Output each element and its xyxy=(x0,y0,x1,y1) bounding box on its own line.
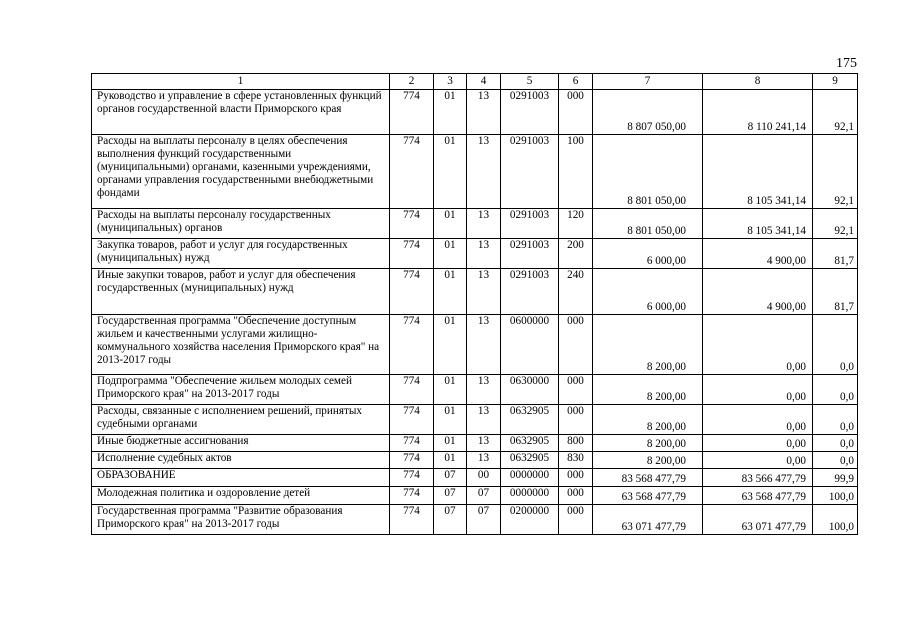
cell-executed-amount: 4 900,00 xyxy=(703,239,813,269)
cell-subsection: 13 xyxy=(467,209,501,239)
cell-expense-type: 830 xyxy=(559,452,593,469)
cell-section: 01 xyxy=(434,452,467,469)
cell-executed-amount: 0,00 xyxy=(703,375,813,405)
cell-expense-type: 100 xyxy=(559,135,593,209)
cell-percent: 0,0 xyxy=(813,405,858,435)
row-description: Закупка товаров, работ и услуг для государственных (муниципальных) нужд xyxy=(92,239,390,269)
table-row xyxy=(92,405,858,435)
table-row xyxy=(92,135,858,209)
row-description: Молодежная политика и оздоровление детей xyxy=(92,487,390,505)
table-row xyxy=(92,505,858,535)
cell-subsection: 00 xyxy=(467,469,501,487)
cell-executed-amount: 8 105 341,14 xyxy=(703,209,813,239)
column-header: 8 xyxy=(703,74,813,90)
table-row xyxy=(92,435,858,452)
cell-subsection: 13 xyxy=(467,452,501,469)
column-header: 5 xyxy=(501,74,559,90)
cell-section: 01 xyxy=(434,435,467,452)
cell-subsection: 13 xyxy=(467,405,501,435)
row-description: Расходы на выплаты персоналу в целях обеспечения выполнения функций государственными (муниципальными) органами, казенными учреждениями, органами управления государственными внебюджетными фондами xyxy=(92,135,390,209)
row-description: Руководство и управление в сфере установленных функций органов государственной власти Приморского края xyxy=(92,90,390,135)
cell-admin-code: 774 xyxy=(390,405,434,435)
cell-section: 01 xyxy=(434,90,467,135)
cell-section: 01 xyxy=(434,269,467,315)
cell-admin-code: 774 xyxy=(390,375,434,405)
cell-section: 01 xyxy=(434,315,467,375)
cell-expense-type: 000 xyxy=(559,375,593,405)
cell-expense-type: 000 xyxy=(559,315,593,375)
cell-planned-amount: 8 807 050,00 xyxy=(593,90,703,135)
row-description: Расходы на выплаты персоналу государственных (муниципальных) органов xyxy=(92,209,390,239)
cell-percent: 81,7 xyxy=(813,269,858,315)
cell-subsection: 13 xyxy=(467,269,501,315)
cell-executed-amount: 8 105 341,14 xyxy=(703,135,813,209)
cell-target-article: 0630000 xyxy=(501,375,559,405)
table-row xyxy=(92,239,858,269)
table-row xyxy=(92,209,858,239)
cell-expense-type: 000 xyxy=(559,505,593,535)
cell-percent: 92,1 xyxy=(813,90,858,135)
cell-subsection: 13 xyxy=(467,239,501,269)
cell-planned-amount: 8 200,00 xyxy=(593,375,703,405)
table-row xyxy=(92,452,858,469)
cell-planned-amount: 6 000,00 xyxy=(593,269,703,315)
cell-subsection: 07 xyxy=(467,505,501,535)
cell-section: 01 xyxy=(434,405,467,435)
column-header: 1 xyxy=(92,74,390,90)
table-row xyxy=(92,90,858,135)
table-row xyxy=(92,469,858,487)
cell-admin-code: 774 xyxy=(390,452,434,469)
cell-section: 07 xyxy=(434,505,467,535)
cell-target-article: 0000000 xyxy=(501,487,559,505)
budget-table xyxy=(91,73,858,535)
cell-target-article: 0291003 xyxy=(501,90,559,135)
table-row xyxy=(92,315,858,375)
cell-admin-code: 774 xyxy=(390,90,434,135)
cell-executed-amount: 0,00 xyxy=(703,405,813,435)
cell-executed-amount: 8 110 241,14 xyxy=(703,90,813,135)
cell-executed-amount: 0,00 xyxy=(703,315,813,375)
cell-expense-type: 800 xyxy=(559,435,593,452)
row-description: ОБРАЗОВАНИЕ xyxy=(92,469,390,487)
cell-planned-amount: 83 568 477,79 xyxy=(593,469,703,487)
cell-admin-code: 774 xyxy=(390,487,434,505)
cell-section: 07 xyxy=(434,487,467,505)
cell-section: 01 xyxy=(434,135,467,209)
cell-target-article: 0632905 xyxy=(501,452,559,469)
cell-admin-code: 774 xyxy=(390,469,434,487)
cell-planned-amount: 8 200,00 xyxy=(593,315,703,375)
cell-planned-amount: 6 000,00 xyxy=(593,239,703,269)
cell-section: 01 xyxy=(434,375,467,405)
column-header: 6 xyxy=(559,74,593,90)
cell-planned-amount: 63 568 477,79 xyxy=(593,487,703,505)
cell-percent: 0,0 xyxy=(813,315,858,375)
table-row xyxy=(92,487,858,505)
cell-planned-amount: 8 801 050,00 xyxy=(593,135,703,209)
cell-percent: 100,0 xyxy=(813,505,858,535)
cell-expense-type: 000 xyxy=(559,90,593,135)
cell-subsection: 13 xyxy=(467,135,501,209)
cell-section: 01 xyxy=(434,239,467,269)
cell-executed-amount: 4 900,00 xyxy=(703,269,813,315)
cell-target-article: 0291003 xyxy=(501,239,559,269)
cell-planned-amount: 63 071 477,79 xyxy=(593,505,703,535)
cell-target-article: 0600000 xyxy=(501,315,559,375)
cell-percent: 0,0 xyxy=(813,375,858,405)
cell-planned-amount: 8 801 050,00 xyxy=(593,209,703,239)
cell-executed-amount: 63 568 477,79 xyxy=(703,487,813,505)
cell-planned-amount: 8 200,00 xyxy=(593,435,703,452)
cell-admin-code: 774 xyxy=(390,505,434,535)
cell-target-article: 0000000 xyxy=(501,469,559,487)
cell-expense-type: 000 xyxy=(559,405,593,435)
cell-admin-code: 774 xyxy=(390,135,434,209)
cell-subsection: 13 xyxy=(467,90,501,135)
cell-target-article: 0632905 xyxy=(501,435,559,452)
row-description: Исполнение судебных актов xyxy=(92,452,390,469)
cell-section: 07 xyxy=(434,469,467,487)
cell-target-article: 0200000 xyxy=(501,505,559,535)
cell-percent: 0,0 xyxy=(813,435,858,452)
cell-target-article: 0632905 xyxy=(501,405,559,435)
cell-expense-type: 120 xyxy=(559,209,593,239)
row-description: Государственная программа "Обеспечение доступным жильем и качественными услугами жилищно-коммунального хозяйства населения Приморского края" на 2013-2017 годы xyxy=(92,315,390,375)
cell-target-article: 0291003 xyxy=(501,209,559,239)
row-description: Иные закупки товаров, работ и услуг для обеспечения государственных (муниципальных) нужд xyxy=(92,269,390,315)
column-header: 2 xyxy=(390,74,434,90)
cell-planned-amount: 8 200,00 xyxy=(593,452,703,469)
row-description: Подпрограмма "Обеспечение жильем молодых семей Приморского края" на 2013-2017 годы xyxy=(92,375,390,405)
cell-target-article: 0291003 xyxy=(501,135,559,209)
cell-subsection: 13 xyxy=(467,375,501,405)
cell-percent: 0,0 xyxy=(813,452,858,469)
cell-executed-amount: 0,00 xyxy=(703,452,813,469)
row-description: Иные бюджетные ассигнования xyxy=(92,435,390,452)
column-header: 3 xyxy=(434,74,467,90)
row-description: Расходы, связанные с исполнением решений, принятых судебными органами xyxy=(92,405,390,435)
cell-percent: 92,1 xyxy=(813,135,858,209)
cell-percent: 100,0 xyxy=(813,487,858,505)
row-description: Государственная программа "Развитие образования Приморского края" на 2013-2017 годы xyxy=(92,505,390,535)
cell-admin-code: 774 xyxy=(390,435,434,452)
cell-admin-code: 774 xyxy=(390,315,434,375)
cell-percent: 81,7 xyxy=(813,239,858,269)
cell-subsection: 13 xyxy=(467,435,501,452)
cell-expense-type: 000 xyxy=(559,487,593,505)
cell-expense-type: 200 xyxy=(559,239,593,269)
cell-target-article: 0291003 xyxy=(501,269,559,315)
column-header: 9 xyxy=(813,74,858,90)
cell-expense-type: 240 xyxy=(559,269,593,315)
cell-admin-code: 774 xyxy=(390,269,434,315)
table-row xyxy=(92,375,858,405)
cell-executed-amount: 83 566 477,79 xyxy=(703,469,813,487)
cell-section: 01 xyxy=(434,209,467,239)
cell-subsection: 13 xyxy=(467,315,501,375)
cell-admin-code: 774 xyxy=(390,239,434,269)
header-row xyxy=(92,74,858,90)
cell-expense-type: 000 xyxy=(559,469,593,487)
cell-planned-amount: 8 200,00 xyxy=(593,405,703,435)
cell-executed-amount: 63 071 477,79 xyxy=(703,505,813,535)
column-header: 7 xyxy=(593,74,703,90)
cell-admin-code: 774 xyxy=(390,209,434,239)
column-header: 4 xyxy=(467,74,501,90)
cell-executed-amount: 0,00 xyxy=(703,435,813,452)
cell-subsection: 07 xyxy=(467,487,501,505)
page-number: 175 xyxy=(836,56,857,71)
cell-percent: 92,1 xyxy=(813,209,858,239)
cell-percent: 99,9 xyxy=(813,469,858,487)
table-row xyxy=(92,269,858,315)
